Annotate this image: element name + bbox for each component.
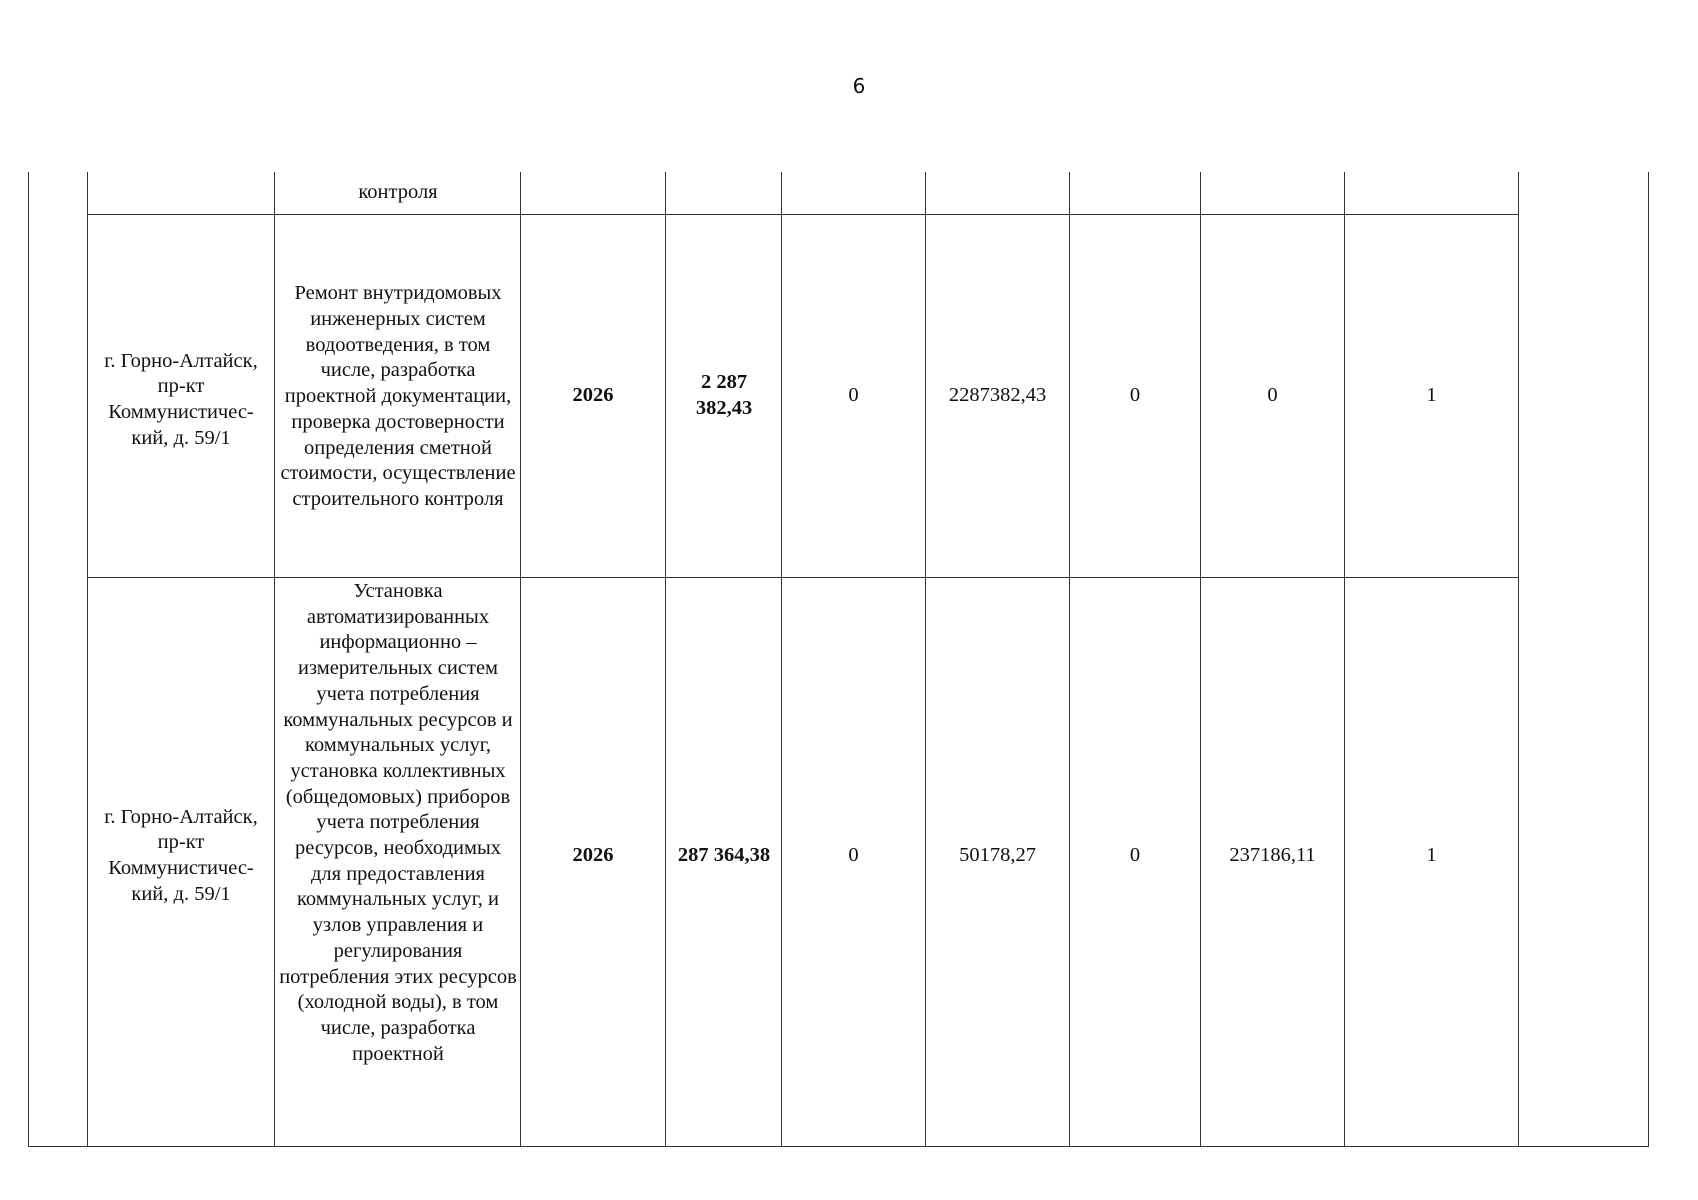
address-cell: г. Горно-Алтайск, пр-кт Коммунистичес-кий, д. 59/1: [104, 349, 258, 449]
description-cell: Ремонт внутридомовых инженерных систем водоотведения, в том числе, разработка проектной документации, проверка достоверности определения сметной стоимости, осуществление строительного контроля: [280, 282, 516, 510]
value-cell: 1: [1426, 384, 1437, 407]
total-cost-cell: 2 287 382,43: [695, 371, 753, 419]
value-cell: 0: [1129, 384, 1141, 407]
value-cell: 0: [1129, 844, 1141, 867]
value-cell: 50178,27: [959, 844, 1036, 867]
value-cell: 0: [848, 384, 859, 407]
table-border-bottom: [28, 1146, 1649, 1147]
page-number: 6: [852, 74, 866, 98]
value-cell: 0: [1267, 384, 1278, 407]
column-divider: [665, 172, 666, 1147]
column-divider: [1518, 172, 1519, 1147]
value-cell: 237186,11: [1229, 844, 1316, 867]
description-cell: контроля: [358, 181, 438, 204]
table-border-left: [28, 172, 29, 1147]
value-cell: 1: [1426, 844, 1437, 867]
column-divider: [87, 172, 88, 1147]
total-cost-cell: 287 364,38: [677, 844, 771, 867]
value-cell: 2287382,43: [948, 384, 1047, 407]
value-cell: 0: [848, 844, 859, 867]
table-border-right: [1648, 172, 1649, 1147]
description-cell: Установка автоматизированных информационно – измерительных систем учета потребления коммунальных ресурсов и коммунальных услуг, установка коллективных (общедомовых) приборов учета потребления ресурсов, необходимых для предоставления коммунальных услуг, и узлов управления и регулирования потребления этих ресурсов (холодной воды), в том числе, разработка проектной: [279, 580, 517, 1065]
address-cell: г. Горно-Алтайск, пр-кт Коммунистичес-кий, д. 59/1: [104, 805, 258, 905]
year-cell: 2026: [572, 844, 614, 867]
column-divider: [274, 172, 275, 1147]
year-cell: 2026: [572, 384, 614, 407]
